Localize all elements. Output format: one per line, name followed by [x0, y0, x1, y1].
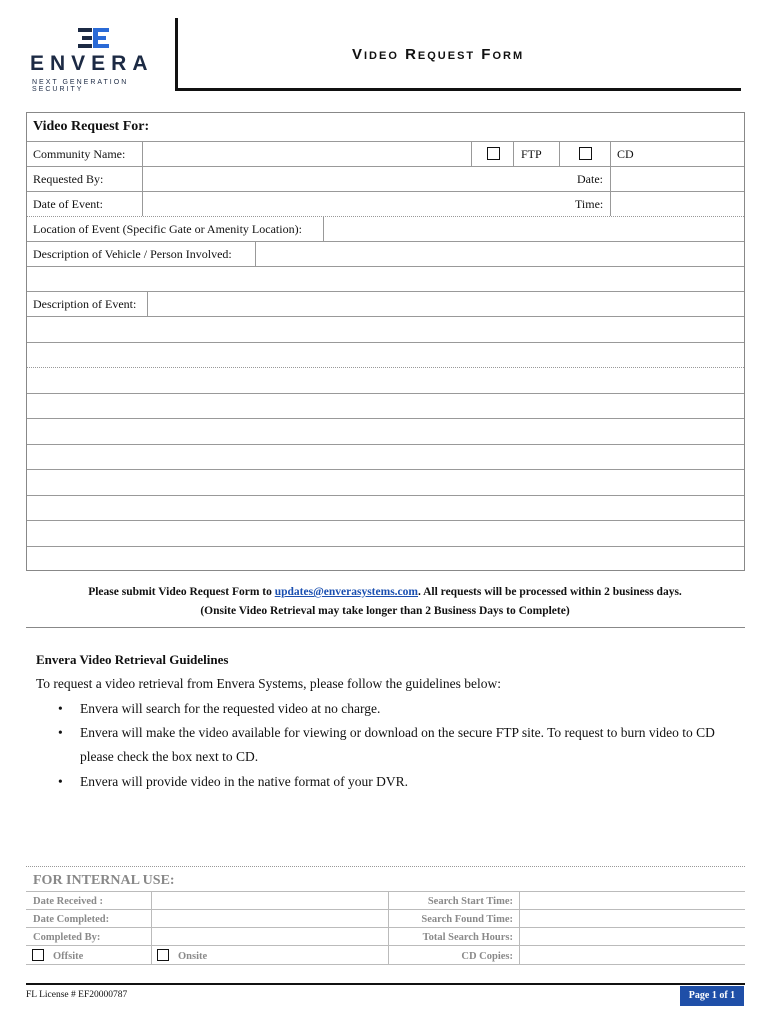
logo-tagline: NEXT GENERATION SECURITY	[32, 79, 129, 93]
ftp-checkbox[interactable]	[487, 147, 500, 160]
envera-logo-mark-icon	[78, 27, 110, 49]
guideline-item: Envera will make the video available for viewing or download on the secure FTP site. To request to burn video to CD please check the box next to CD.	[80, 725, 715, 764]
date-of-event-label: Date of Event:	[33, 197, 103, 211]
header-divider-horizontal	[175, 88, 741, 91]
cd-label: CD	[617, 147, 634, 161]
offsite-label: Offsite	[53, 951, 84, 962]
section-divider	[26, 627, 745, 628]
location-label: Location of Event (Specific Gate or Amenity Location):	[33, 222, 302, 236]
bullet-icon: •	[58, 725, 63, 740]
requested-by-label: Requested By:	[33, 172, 104, 186]
guidelines-title: Envera Video Retrieval Guidelines	[36, 652, 229, 667]
date-label: Date:	[577, 172, 603, 186]
total-search-hours-label: Total Search Hours:	[422, 932, 513, 943]
vehicle-description-continued-field[interactable]	[27, 267, 744, 291]
internal-use-title: FOR INTERNAL USE:	[33, 873, 175, 888]
completed-by-label: Completed By:	[33, 932, 101, 943]
community-name-label: Community Name:	[33, 147, 126, 161]
search-start-time-label: Search Start Time:	[427, 896, 513, 907]
onsite-retrieval-note: (Onsite Video Retrieval may take longer than 2 Business Days to Complete)	[200, 605, 570, 617]
event-description-field[interactable]	[148, 292, 744, 316]
date-completed-label: Date Completed:	[33, 914, 110, 925]
cd-copies-label: CD Copies:	[461, 951, 513, 962]
logo-wordmark: ENVERA	[30, 52, 154, 75]
guideline-item: Envera will search for the requested video at no charge.	[80, 701, 381, 716]
form-heading: Video Request For:	[33, 119, 150, 134]
time-label: Time:	[575, 197, 604, 211]
page-number-badge: Page 1 of 1	[680, 986, 744, 1006]
event-description-label: Description of Event:	[33, 297, 137, 311]
vehicle-description-field[interactable]	[256, 242, 744, 266]
email-link[interactable]: updates@enverasystems.com	[274, 586, 418, 598]
time-field[interactable]	[611, 192, 744, 216]
requested-by-field[interactable]	[143, 167, 561, 191]
location-field[interactable]	[324, 217, 744, 241]
date-field[interactable]	[611, 167, 744, 191]
ftp-label: FTP	[521, 147, 542, 161]
bullet-icon: •	[58, 774, 63, 789]
guidelines-intro: To request a video retrieval from Envera Systems, please follow the guidelines below:	[36, 676, 502, 691]
onsite-checkbox[interactable]	[157, 949, 169, 961]
onsite-label: Onsite	[178, 951, 208, 962]
cd-checkbox[interactable]	[579, 147, 592, 160]
guideline-item: Envera will provide video in the native format of your DVR.	[80, 774, 409, 789]
video-request-form	[26, 112, 745, 571]
vehicle-description-label: Description of Vehicle / Person Involved:	[33, 247, 232, 261]
community-name-field[interactable]	[143, 142, 471, 166]
header-divider-vertical	[175, 18, 178, 90]
license-number: FL License # EF20000787	[26, 990, 128, 1000]
page-title: Video Request Form	[352, 46, 525, 63]
internal-use-section	[26, 866, 745, 964]
submit-instructions: Please submit Video Request Form to updates@enverasystems.com. All requests will be processed within 2 business days.	[88, 586, 682, 598]
search-found-time-label: Search Found Time:	[421, 914, 513, 925]
event-description-area[interactable]	[27, 317, 744, 570]
bullet-icon: •	[58, 701, 63, 716]
date-received-label: Date Received :	[33, 896, 103, 907]
offsite-checkbox[interactable]	[32, 949, 44, 961]
envera-logo	[28, 22, 168, 93]
footer-divider	[26, 983, 745, 985]
date-of-event-field[interactable]	[143, 192, 561, 216]
